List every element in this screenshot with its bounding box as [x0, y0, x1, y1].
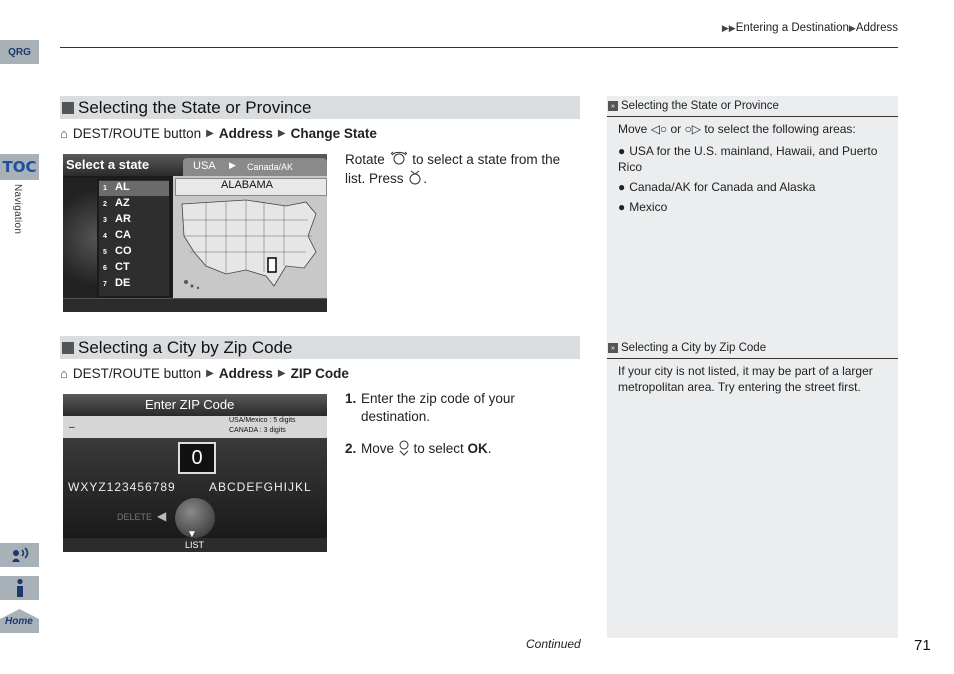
dial-left-chars[interactable]: WXYZ123456789 [68, 480, 176, 494]
state-row[interactable]: 5 CO [103, 245, 132, 257]
tab-arrow-icon: ▶ [229, 160, 236, 170]
header-rule [60, 47, 898, 48]
note-title: Selecting the State or Province [621, 100, 779, 112]
area-list [618, 143, 887, 215]
zip-info-usa: USA/Mexico : 5 digits [229, 417, 296, 424]
state-row[interactable]: 1 AL [103, 181, 130, 193]
path-step: DEST/ROUTE button [72, 126, 202, 141]
tab-canada[interactable]: Canada/AK [247, 162, 294, 172]
path-arrow-icon: ▶ [277, 128, 286, 139]
move-down-icon [398, 440, 410, 456]
path-step: DEST/ROUTE button [72, 366, 202, 381]
note-intro: Move ◁○ or ○▷ to select the following areas: [618, 122, 856, 136]
state-instruction: Rotate to select a state from the list. Press . [345, 152, 561, 186]
toc-tab[interactable]: TOC [0, 154, 39, 180]
menu-path-state [60, 126, 377, 141]
path-arrow-icon: ▶ [206, 128, 214, 139]
map-title: ALABAMA [221, 179, 273, 191]
home-label: Home [5, 616, 33, 627]
note-zip [607, 338, 898, 638]
state-row[interactable]: 7 DE [103, 277, 131, 289]
delete-button[interactable]: DELETE [117, 512, 153, 522]
zip-entry-screenshot [63, 394, 327, 552]
us-map-icon [176, 196, 324, 294]
breadcrumb-item[interactable]: Entering a Destination [735, 22, 849, 34]
note-text: If your city is not listed, it may be part of a larger metropolitan area. Try entering the street first. [618, 364, 873, 394]
section-heading-zip [60, 336, 580, 359]
voice-command-icon [9, 546, 31, 564]
continued-label: Continued [526, 637, 581, 651]
note-heading [607, 338, 898, 359]
voice-command-button[interactable] [0, 543, 39, 567]
path-step: Address [218, 366, 273, 381]
list-item: ● Canada/AK for Canada and Alaska [618, 180, 816, 194]
home-button[interactable] [0, 609, 39, 633]
state-select-screenshot [63, 154, 327, 312]
section-title: Selecting a City by Zip Code [78, 337, 293, 357]
section-heading-state [60, 96, 580, 119]
path-arrow-icon: ▶ [206, 368, 214, 379]
home-path-icon: ⌂ [60, 126, 68, 141]
note-title: Selecting a City by Zip Code [621, 342, 767, 354]
press-knob-icon [407, 169, 423, 185]
down-arrow-icon: ▼ [187, 529, 197, 540]
state-row[interactable]: 2 AZ [103, 197, 130, 209]
step-item: 2. Move to select OK. [345, 441, 492, 456]
zip-steps [345, 390, 577, 458]
breadcrumb-arrow-icon: ▶▶ [721, 23, 736, 33]
heading-marker-icon [62, 102, 74, 114]
info-button[interactable] [0, 576, 39, 600]
current-digit[interactable]: 0 [178, 442, 216, 474]
path-arrow-icon: ▶ [277, 368, 286, 379]
path-step: ZIP Code [290, 366, 349, 381]
note-heading [607, 96, 898, 117]
breadcrumb [722, 22, 898, 34]
dial-right-chars[interactable]: ABCDEFGHIJKL [209, 480, 312, 494]
list-item: ● Mexico [618, 200, 668, 214]
zip-input-field[interactable]: – [69, 422, 75, 433]
section-side-label: Navigation [12, 184, 23, 235]
left-arrow-icon: ◀ [157, 509, 167, 523]
step-item: 1. Enter the zip code of your destination. [345, 391, 515, 424]
state-row[interactable]: 3 AR [103, 213, 131, 225]
page-number: 71 [914, 637, 931, 654]
note-state [607, 96, 898, 338]
list-item: ● USA for the U.S. mainland, Hawaii, and Puerto Rico [618, 144, 878, 174]
move-left-icon: ◁○ [650, 122, 668, 136]
home-path-icon: ⌂ [60, 366, 68, 381]
move-right-icon: ○▷ [684, 122, 701, 136]
path-step: Change State [290, 126, 377, 141]
note-arrow-icon: » [608, 343, 618, 353]
menu-path-zip [60, 366, 349, 381]
breadcrumb-item[interactable]: Address [855, 22, 898, 34]
zip-info-canada: CANADA : 3 digits [229, 427, 286, 434]
tab-usa[interactable]: USA [193, 160, 216, 172]
rotate-knob-icon [389, 150, 409, 166]
section-title: Selecting the State or Province [78, 97, 312, 117]
screen-header: Select a state [66, 157, 150, 172]
state-row[interactable]: 6 CT [103, 261, 130, 273]
path-step: Address [218, 126, 273, 141]
breadcrumb-arrow-icon: ▶ [848, 23, 856, 33]
list-button[interactable]: LIST [185, 540, 205, 550]
state-list [103, 181, 132, 293]
qrg-tab[interactable]: QRG [0, 40, 39, 64]
info-icon [12, 578, 28, 598]
heading-marker-icon [62, 342, 74, 354]
note-arrow-icon: » [608, 101, 618, 111]
state-row[interactable]: 4 CA [103, 229, 131, 241]
screen-header: Enter ZIP Code [145, 397, 235, 412]
